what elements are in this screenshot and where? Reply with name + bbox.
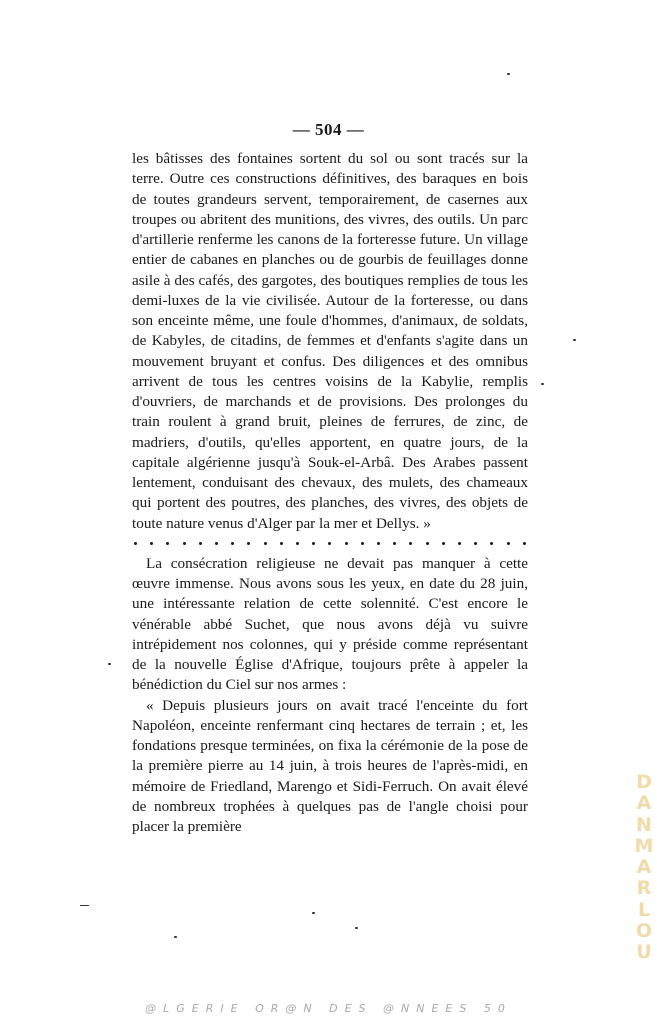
watermark-letter: O xyxy=(635,920,653,943)
scan-speck xyxy=(541,383,544,385)
scan-speck xyxy=(312,912,315,914)
scan-speck xyxy=(573,339,576,341)
scan-speck xyxy=(174,936,177,938)
side-watermark xyxy=(631,772,657,964)
watermark-letter: M xyxy=(634,834,654,857)
watermark-letter: D xyxy=(636,771,652,793)
watermark-letter: R xyxy=(636,877,652,900)
scan-speck xyxy=(108,663,111,665)
footer-watermark: @LGERIE OR@N DES @NNEES 50 xyxy=(145,1002,512,1015)
scan-speck xyxy=(80,905,89,906)
page-number: — 504 — xyxy=(292,120,365,139)
watermark-letter: A xyxy=(636,856,652,879)
quoted-account-paragraph: « Depuis plusieurs jours on avait tracé l'enceinte du fort Napoléon, enceinte renfermant cinq hectares de terrain ; et, les fondations presque terminées, on fixa la cérémonie de la pose de la première pierre au 14 juin, à trois heures de l'après-midi, en mémoire de Friedland, Marengo et Sidi-Ferruch. On avait élevé de nombreux trophées à quelques pas de l'angle choisi pour placer la première xyxy=(132,696,528,835)
scan-speck xyxy=(355,927,358,929)
quote-continuation-paragraph: les bâtisses des fontaines sortent du sol ou sont tracés sur la terre. Outre ces constructions définitives, des baraques en bois de toutes grandeurs servent, temporairement, de casernes aux troupes ou abritent des munitions, des vivres, des outils. Un parc d'artillerie renferme les canons de la forteresse future. Un village entier de cabanes en planches ou de gourbis de feuillages donne asile à des cafés, des gargotes, des boutiques remplies de tous les demi-luxes de la vie civilisée. Autour de la forteresse, ou dans son enceinte même, une foule d'hommes, d'animaux, de soldats, de Kabyles, de citadins, de femmes et d'enfants s'agite dans un mouvement bruyant et confus. Des diligences et des omnibus arrivent de tous les centres voisins de la Kabylie, remplis d'ouvriers, de marchands et de provisions. Des prolonges du train roulent à grand bruit, pleines de ferrures, de zinc, de madriers, d'outils, qu'elles apportent, en quatre jours, de la capitale algérienne jusqu'à Souk-el-Arbâ. Des Arabes passent lentement, conduisant des chevaux, des mulets, des chameaux qui portent des poutres, des planches, des vivres, des objets de toute nature venus d'Alger par la mer et Dellys. » xyxy=(132,150,528,532)
scan-speck xyxy=(507,73,510,75)
watermark-letter: U xyxy=(636,941,652,964)
body-text xyxy=(132,149,528,837)
consecration-paragraph: La consécration religieuse ne devait pas manquer à cette œuvre immense. Nous avons sous les yeux, en date du 28 juin, une intéressante relation de cette solennité. C'est encore le vénérable abbé Suchet, que nous avons déjà vu suivre intrépidement nos colonnes, qui y préside comme représentant de la nouvelle Église d'Afrique, toujours prête à appeler la bénédiction du Ciel sur nos armes : xyxy=(132,554,528,694)
watermark-letter: L xyxy=(637,898,651,921)
watermark-letter: A xyxy=(636,792,652,815)
watermark-letter: N xyxy=(636,813,652,836)
ellipsis-separator xyxy=(132,534,528,554)
